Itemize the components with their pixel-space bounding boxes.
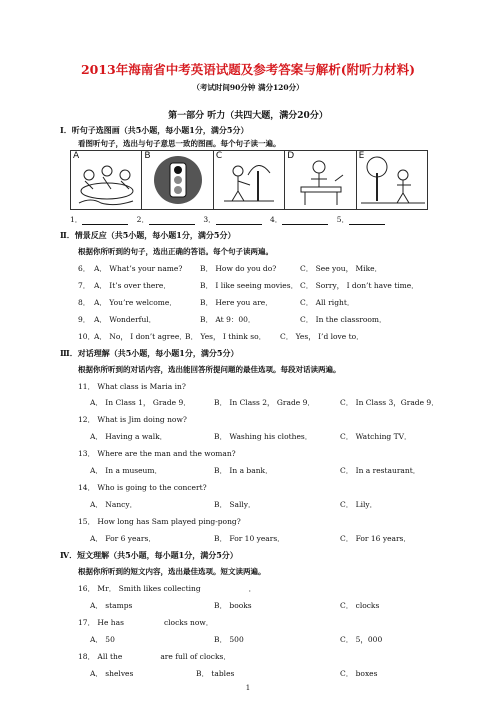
section-4-heading: Ⅳ．短文理解（共5小题，每小题1分，满分5分） xyxy=(60,550,238,560)
option-c: C． In a restaurant． xyxy=(340,466,421,475)
answer-blanks xyxy=(70,214,385,225)
section-1-heading: Ⅰ．听句子选图画（共5小题，每小题1分，满分5分） xyxy=(60,125,249,135)
question-tail: ． xyxy=(248,584,257,593)
option-c: C． In the classroom． xyxy=(300,315,387,324)
blank-label: 3． xyxy=(203,215,216,224)
option-a: A． For 6 years． xyxy=(90,534,156,543)
option-c: C． boxes xyxy=(340,669,378,678)
question-tail: are full of clocks． xyxy=(160,652,231,661)
question-number: 9． xyxy=(78,315,91,324)
option-b: B． How do you do? xyxy=(200,264,277,273)
answer-blank[interactable] xyxy=(82,216,128,225)
section-2-heading: Ⅱ．情景反应（共5小题，每小题1分，满分5分） xyxy=(60,230,236,240)
picture-label: C xyxy=(215,151,223,161)
blank-label: 1． xyxy=(70,215,83,224)
garden-illustration xyxy=(357,151,427,209)
section-4-instruction: 根据你所听到的短文内容，选出最佳选项。短文读两遍。 xyxy=(78,567,266,576)
question-text: 14． Who is going to the concert? xyxy=(78,483,207,492)
option-b: B． For 10 years． xyxy=(214,534,285,543)
question-text xyxy=(78,583,256,594)
option-a: A． What’s your name? xyxy=(94,264,183,273)
option-a: A． 50 xyxy=(90,635,115,644)
question-number: 10． xyxy=(78,332,96,341)
picture-label: D xyxy=(287,151,295,161)
option-c: C． For 16 years． xyxy=(340,534,411,543)
option-c: C． All right． xyxy=(300,298,355,307)
question-number: 8． xyxy=(78,298,91,307)
option-a: A． No， I don’t agree． xyxy=(94,332,187,341)
question-number: 7． xyxy=(78,281,91,290)
picture-d xyxy=(285,151,356,209)
page-number: 1 xyxy=(245,684,251,692)
picture-b xyxy=(142,151,213,209)
section-3-heading: Ⅲ．对话理解（共5小题，每小题1分，满分5分） xyxy=(60,348,239,358)
option-c: C． clocks xyxy=(340,601,380,610)
option-b: B． Washing his clothes． xyxy=(214,432,313,441)
picture-label: E xyxy=(358,151,365,161)
option-c: C． See you， Mike． xyxy=(300,264,383,273)
picnic-illustration xyxy=(71,151,142,209)
option-a: A． In a museum． xyxy=(90,466,163,475)
question-text xyxy=(78,651,231,662)
answer-blank[interactable] xyxy=(349,216,385,225)
section-1-instruction: 看图听句子，选出与句子意思一致的图画。每个句子读一遍。 xyxy=(78,139,281,148)
option-b: B． 500 xyxy=(214,635,244,644)
question-tail: clocks now． xyxy=(163,618,214,627)
question-stem: 18． All the xyxy=(78,652,123,661)
picture-c xyxy=(214,151,285,209)
option-a: A． stamps xyxy=(90,601,133,610)
picture-a xyxy=(71,151,142,209)
option-a: A． Having a walk． xyxy=(90,432,168,441)
student-desk-illustration xyxy=(285,151,356,209)
option-a: A． You’re welcome． xyxy=(94,298,177,307)
document-title: 2013年海南省中考英语试题及参考答案与解析(附听力材料) xyxy=(80,62,416,77)
tree-planting-illustration xyxy=(214,151,285,209)
part-title: 第一部分 听力（共四大题，满分20分） xyxy=(168,111,328,121)
option-a: A． shelves xyxy=(90,669,134,678)
option-a: A． It’s over there． xyxy=(94,281,171,290)
option-b: B． In a bank． xyxy=(214,466,273,475)
question-text xyxy=(78,617,213,628)
option-b: B． Sally． xyxy=(214,500,256,509)
option-a: A． Wonderful． xyxy=(94,315,157,324)
question-text: 12． What is Jim doing now? xyxy=(78,415,187,424)
option-c: C． Sorry， I don’t have time． xyxy=(300,281,419,290)
blank-label: 5． xyxy=(336,215,349,224)
option-c: C． 5，000 xyxy=(340,635,383,644)
answer-blank[interactable] xyxy=(149,216,195,225)
option-c: C． Lily． xyxy=(340,500,378,509)
question-stem: 16． Mr． Smith likes collecting xyxy=(78,584,201,593)
question-text: 13． Where are the man and the woman? xyxy=(78,449,236,458)
traffic-light-illustration xyxy=(142,151,213,209)
option-a: A． Nancy． xyxy=(90,500,138,509)
blank-label: 4． xyxy=(270,215,283,224)
option-b: B． In Class 2， Grade 9． xyxy=(214,398,315,407)
option-c: C． In Class 3，Grade 9． xyxy=(340,398,439,407)
picture-label: A xyxy=(73,151,80,161)
picture-strip xyxy=(70,150,428,210)
question-text: 11． What class is Maria in? xyxy=(78,382,186,391)
option-b: B． Yes， I think so． xyxy=(185,332,267,341)
picture-label: B xyxy=(144,151,151,161)
question-stem: 17． He has xyxy=(78,618,124,627)
option-b: B． books xyxy=(214,601,252,610)
option-b: B． I like seeing movies． xyxy=(200,281,299,290)
option-b: B． Here you are． xyxy=(200,298,273,307)
option-c: C． Yes， I’d love to． xyxy=(280,332,364,341)
question-text: 15． How long has Sam played ping-pong? xyxy=(78,517,241,526)
blank-label: 2． xyxy=(136,215,149,224)
answer-blank[interactable] xyxy=(282,216,328,225)
picture-e xyxy=(357,151,427,209)
answer-blank[interactable] xyxy=(216,216,262,225)
exam-info: （考试时间90分钟 满分120分） xyxy=(192,83,304,92)
section-3-instruction: 根据你所听到的对话内容，选出能回答所提问题的最佳选项。每段对话读两遍。 xyxy=(78,365,341,374)
question-number: 6． xyxy=(78,264,91,273)
option-b: B． tables xyxy=(196,669,235,678)
section-2-instruction: 根据你所听到的句子，选出正确的答语。每个句子读两遍。 xyxy=(78,247,273,256)
option-a: A． In Class 1， Grade 9． xyxy=(90,398,191,407)
option-c: C． Watching TV． xyxy=(340,432,412,441)
option-b: B． At 9：00． xyxy=(200,315,256,324)
